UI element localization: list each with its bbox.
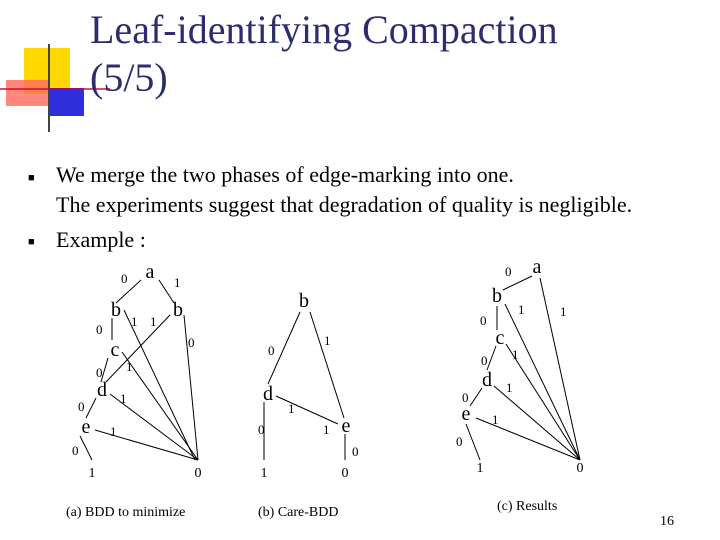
edge-e-one	[466, 424, 480, 460]
edge-label-a-b: 0	[505, 264, 512, 279]
edge-e-one	[80, 436, 92, 460]
edge-label-c-zero: 1	[126, 359, 133, 374]
edge-label-d-zero: 1	[120, 391, 127, 406]
edge-label-c-d: 0	[481, 353, 488, 368]
edge-label-b-c: 0	[480, 313, 487, 328]
caption-c: (c) Results	[497, 499, 558, 514]
edge-label-d-one: 0	[258, 422, 265, 437]
edge-label-e-zero: 0	[352, 444, 359, 459]
node-a: a	[145, 261, 155, 283]
node-e: e	[81, 416, 91, 438]
edge-label-e-one: 0	[456, 434, 463, 449]
diagram-b	[256, 290, 359, 520]
edge-label-e-one: 0	[72, 443, 79, 458]
node-b: b	[299, 290, 309, 312]
terminal-zero: 0	[194, 466, 202, 481]
node-d: d	[263, 383, 273, 405]
diagram-c	[456, 256, 584, 514]
edge-label-b-d: 0	[268, 343, 275, 358]
edge-d-e	[276, 396, 338, 424]
edge-label-c-zero: 1	[512, 347, 519, 362]
node-c: c	[495, 327, 505, 349]
edge-b-e	[310, 312, 344, 418]
title-line-1: Leaf-identifying Compaction	[90, 7, 558, 52]
edge-a-b2	[159, 280, 174, 303]
edge-label-d-e: 0	[78, 399, 85, 414]
edge-c-zero	[122, 352, 198, 460]
edge-b1-zero	[124, 310, 195, 460]
edge-label-b2-zero: 0	[188, 335, 195, 350]
edge-label-e-zero: 1	[110, 424, 117, 439]
edge-d-zero	[494, 386, 580, 460]
edge-label-d-e: 1	[323, 422, 330, 437]
edge-d-e	[470, 388, 482, 406]
node-b: b	[492, 285, 502, 307]
edge-d-e	[86, 398, 96, 418]
bullet-1-line-1: We merge the two phases of edge-marking into one.	[56, 162, 514, 187]
edge-label-d-zero: 1	[506, 380, 513, 395]
edge-label-c-d: 0	[96, 365, 103, 380]
edge-label-d-e-upper: 1	[288, 401, 295, 416]
node-e: e	[341, 415, 351, 437]
terminal-zero: 0	[341, 466, 349, 481]
bullet-2-line-1: Example :	[56, 227, 146, 252]
node-d: d	[97, 379, 107, 401]
bullet-marker: ■	[28, 236, 35, 248]
caption-a: (a) BDD to minimize	[66, 505, 186, 520]
edge-label-a-b1: 0	[121, 271, 128, 286]
terminal-zero: 0	[576, 461, 584, 476]
terminal-one: 1	[88, 466, 96, 481]
edge-label-e-zero: 1	[492, 412, 499, 427]
edge-c-d	[487, 346, 496, 370]
edge-label-b1-c: 0	[96, 322, 103, 337]
page-number: 16	[660, 514, 674, 529]
edge-label-d-e: 0	[462, 390, 469, 405]
node-b2: b	[173, 299, 183, 321]
edge-b-zero	[505, 304, 580, 460]
edge-label-b1-zero: 1	[131, 314, 138, 329]
edge-label-b-zero: 1	[518, 302, 525, 317]
node-b1: b	[111, 299, 121, 321]
terminal-one: 1	[476, 461, 484, 476]
edge-label-a-b2: 1	[174, 275, 181, 290]
edge-label-a-zero: 1	[560, 304, 567, 319]
node-e: e	[461, 403, 471, 425]
bullet-1-line-2: The experiments suggest that degradation of quality is negligible.	[56, 192, 633, 217]
node-c: c	[110, 339, 120, 361]
diagram-a	[66, 261, 202, 520]
node-a: a	[532, 256, 542, 278]
title-line-2: (5/5)	[90, 55, 168, 100]
bullet-marker: ■	[28, 172, 35, 184]
edge-label-b-e: 1	[324, 333, 331, 348]
caption-b: (b) Care-BDD	[258, 505, 339, 520]
terminal-one: 1	[260, 466, 268, 481]
edge-label-b2-d: 1	[150, 314, 157, 329]
node-d: d	[482, 369, 492, 391]
